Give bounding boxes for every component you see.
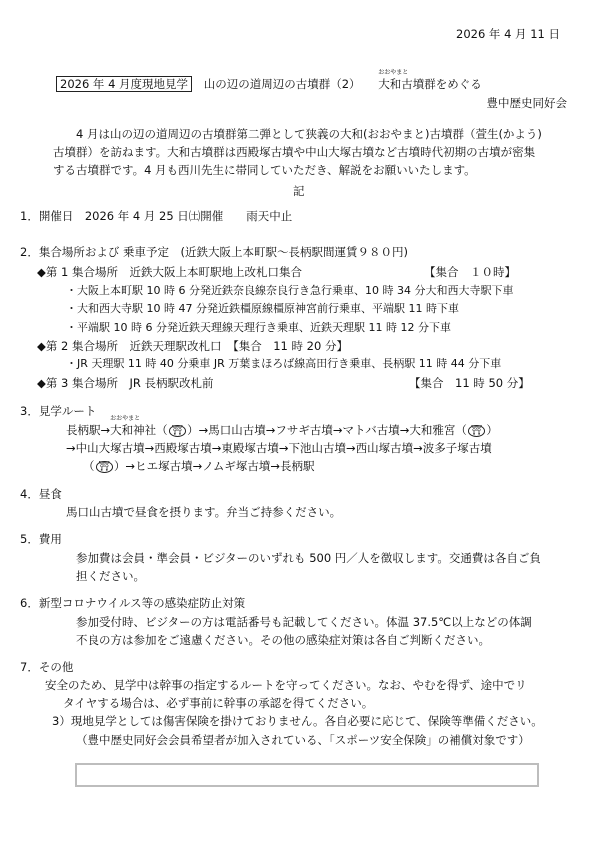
train-line-2: ・大和西大寺駅 10 時 47 分発近鉄橿原線橿原神宮前行乗車、平端駅 11 時下車 bbox=[66, 302, 459, 315]
meeting-point-3: ◆第 3 集合場所 JR 長柄駅改札前 bbox=[37, 376, 214, 390]
meeting-point-1: ◆第 1 集合場所 近鉄大阪上本町駅地上改札口集合 bbox=[37, 265, 302, 279]
yamato-ruby-title bbox=[378, 69, 409, 91]
event-title-tail: 古墳群をめぐる bbox=[401, 77, 482, 91]
train-line-1: ・大阪上本町駅 10 時 6 分発近鉄奈良線奈良行き急行乗車、10 時 34 分大和西大寺駅下車 bbox=[66, 284, 514, 297]
route-line-1-mid: ）→馬口山古墳→フサギ古墳→マトバ古墳→大和雅宮（ bbox=[187, 423, 467, 437]
yamato-ruby-route bbox=[110, 415, 141, 437]
route-line-3-open: （ bbox=[83, 459, 95, 473]
shrine-icon: ⛩ bbox=[96, 461, 113, 473]
lunch-text: 馬口山古墳で昼食を摂ります。弁当ご持参ください。 bbox=[66, 505, 342, 519]
other-line-1: 安全のため、見学中は幹事の指定するルートを守ってください。なお、やむを得ず、途中でリ bbox=[45, 678, 527, 692]
route-shrine-label: 神社（ bbox=[133, 423, 168, 437]
intro-line-1: 4 月は山の辺の道周辺の古墳群第二弾として狭義の大和(おおやまと)古墳群（萱生(かよう) bbox=[76, 127, 542, 141]
meeting-point-1-time: 【集合 １０時】 bbox=[424, 265, 516, 279]
ruby-text: おおやまと bbox=[378, 69, 409, 76]
route-start: 長柄駅→ bbox=[66, 423, 111, 437]
intro-line-2: 古墳群）を訪ねます。大和古墳群は西殿塚古墳や中山大塚古墳など古墳時代初期の古墳が密集 bbox=[53, 145, 536, 159]
blank-box bbox=[75, 763, 539, 787]
other-line-4: （豊中歴史同好会会員希望者が加入されている、「スポーツ安全保険」の補償対象です） bbox=[76, 733, 530, 747]
route-line-3-rest: ）→ヒエ塚古墳→ノムギ塚古墳→長柄駅 bbox=[113, 459, 315, 473]
ruby-text: おおやまと bbox=[110, 415, 141, 422]
shrine-icon: ⛩ bbox=[169, 425, 186, 437]
section-1-date: 1．開催日 2026 年 4 月 25 日㈯開催 雨天中止 bbox=[20, 209, 293, 223]
event-title-box: 2026 年 4 月度現地見学 bbox=[56, 76, 192, 92]
other-line-2: タイヤする場合は、必ず事前に幹事の承認を得てください。 bbox=[63, 696, 374, 710]
section-6-heading: 6．新型コロナウイルス等の感染症防止対策 bbox=[20, 596, 246, 610]
fee-line-2: 担ください。 bbox=[76, 569, 145, 583]
meeting-point-2: ◆第 2 集合場所 近鉄天理駅改札口 【集合 11 時 20 分】 bbox=[37, 339, 348, 353]
other-line-3: 3）現地見学としては傷害保険を掛けておりません。各自必要に応じて、保険等準備ください。 bbox=[52, 714, 543, 728]
fee-line-1: 参加費は会員・準会員・ビジターのいずれも 500 円／人を徴収します。交通費は各自ご負 bbox=[76, 551, 541, 565]
section-4-heading: 4．昼食 bbox=[20, 487, 62, 501]
infection-line-1: 参加受付時、ビジターの方は電話番号も記載してください。体温 37.5℃以上などの体調 bbox=[76, 615, 532, 629]
route-line-2: →中山大塚古墳→西殿塚古墳→東殿塚古墳→下池山古墳→西山塚古墳→波多子塚古墳 bbox=[66, 441, 492, 455]
organization-name: 豊中歴史同好会 bbox=[486, 96, 567, 110]
event-title-main: 山の辺の道周辺の古墳群（2） bbox=[203, 77, 361, 91]
section-5-heading: 5．費用 bbox=[20, 532, 62, 546]
intro-line-3: する古墳群です。4 月も西川先生に帯同していただき、解説をお願いいたします。 bbox=[53, 163, 476, 177]
route-line-1 bbox=[66, 415, 498, 437]
meeting-point-3-time: 【集合 11 時 50 分】 bbox=[409, 376, 530, 390]
route-line-1-end: ） bbox=[486, 423, 498, 437]
ruby-base: 大和 bbox=[378, 77, 402, 91]
train-line-3: ・平端駅 10 時 6 分発近鉄天理線天理行き乗車、近鉄天理駅 11 時 12 分下車 bbox=[66, 321, 451, 334]
infection-line-2: 不良の方は参加をご遠慮ください。その他の感染症対策は各自ご判断ください。 bbox=[76, 633, 490, 647]
ki-mark: 記 bbox=[293, 184, 305, 198]
shrine-icon: ⛩ bbox=[468, 425, 485, 437]
train-line-4: ・JR 天理駅 11 時 40 分乗車 JR 万葉まほろば線高田行き乗車、長柄駅 11 時 44 分下車 bbox=[66, 357, 502, 370]
document-date: 2026 年 4 月 11 日 bbox=[456, 27, 560, 41]
section-3-heading: 3．見学ルート bbox=[20, 404, 97, 418]
route-line-3 bbox=[83, 459, 315, 473]
section-7-heading: 7．その他 bbox=[20, 660, 74, 674]
section-2-heading: 2．集合場所および 乗車予定 (近鉄大阪上本町駅～長柄駅間運賃９８０円) bbox=[20, 245, 408, 259]
document-title bbox=[56, 69, 482, 91]
ruby-base: 大和 bbox=[110, 423, 134, 437]
